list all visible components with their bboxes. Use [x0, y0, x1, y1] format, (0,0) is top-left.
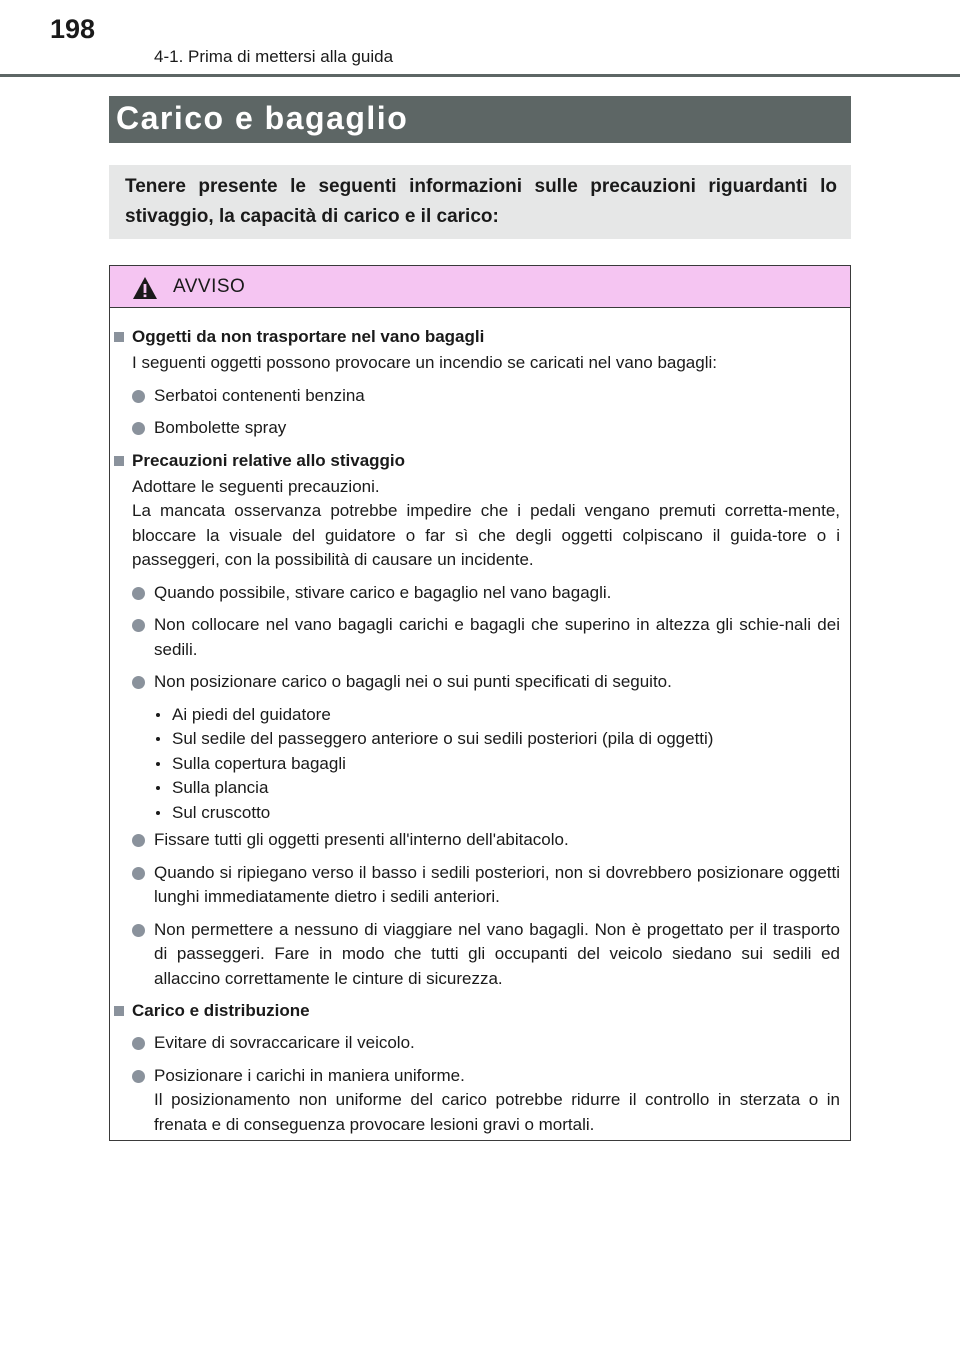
page-number: 198	[50, 14, 96, 44]
list-item: Evitare di sovraccaricare il veicolo.	[110, 1031, 850, 1056]
page-title: Carico e bagaglio	[116, 100, 409, 136]
intro-box	[109, 165, 851, 239]
sub-list-item: Sul sedile del passeggero anteriore o sui sedili posteriori (pila di oggetti)	[110, 727, 850, 752]
list-item: Non collocare nel vano bagagli carichi e bagagli che superino in altezza gli schie-nali dei sedili.	[110, 613, 850, 662]
circle-bullet-icon	[132, 1070, 145, 1083]
list-item: Non posizionare carico o bagagli nei o sui punti specificati di seguito.	[110, 670, 850, 695]
warning-label: AVVISO	[173, 276, 246, 297]
warning-triangle-icon	[132, 276, 158, 300]
dot-icon	[156, 786, 160, 790]
dot-icon	[156, 713, 160, 717]
section-heading: Carico e distribuzione	[110, 999, 850, 1023]
list-item: Serbatoi contenenti benzina	[110, 384, 850, 409]
circle-bullet-icon	[132, 867, 145, 880]
list-item: Non permettere a nessuno di viaggiare nel vano bagagli. Non è progettato per il trasporto di passeggeri. Fare in modo che tutti gli occupanti del veicolo siedano sui sedili ed allaccino correttamente le cinture di sicurezza.	[110, 918, 850, 992]
circle-bullet-icon	[132, 390, 145, 403]
square-bullet-icon	[114, 1006, 124, 1016]
circle-bullet-icon	[132, 619, 145, 632]
sub-list-item: Sul cruscotto	[110, 801, 850, 826]
circle-bullet-icon	[132, 834, 145, 847]
dot-icon	[156, 811, 160, 815]
list-item: Quando si ripiegano verso il basso i sedili posteriori, non si dovrebbero posizionare oggetti lunghi immediatamente dietro i sedili anteriori.	[110, 861, 850, 910]
section-label: 4-1. Prima di mettersi alla guida	[154, 47, 394, 66]
warning-box	[109, 265, 851, 1141]
intro-text: Tenere presente le seguenti informazioni sulle precauzioni riguardanti lo stivaggio, la capacità di carico e il carico:	[125, 176, 837, 227]
sub-list-item: Ai piedi del guidatore	[110, 703, 850, 728]
section-text: Adottare le seguenti precauzioni. La mancata osservanza potrebbe impedire che i pedali vengano premuti corretta-mente, bloccare la visuale del guidatore o far sì che degli oggetti colpiscano il guida-tore o i passeggeri, con la possibilità di causare un incidente.	[132, 476, 840, 569]
list-item: Fissare tutti gli oggetti presenti all'interno dell'abitacolo.	[110, 828, 850, 853]
dot-icon	[156, 762, 160, 766]
sub-list-item: Sulla plancia	[110, 776, 850, 801]
sub-list	[110, 703, 850, 826]
circle-bullet-icon	[132, 924, 145, 937]
list-item: Bombolette spray	[110, 416, 850, 441]
square-bullet-icon	[114, 332, 124, 342]
section-heading: Oggetti da non trasportare nel vano bagagli	[110, 325, 850, 349]
dot-icon	[156, 737, 160, 741]
title-bar	[109, 96, 851, 143]
section-heading: Precauzioni relative allo stivaggio	[110, 449, 850, 473]
circle-bullet-icon	[132, 587, 145, 600]
list-item: Posizionare i carichi in maniera uniforme. Il posizionamento non uniforme del carico potrebbe ridurre il controllo in sterzata o in frenata e di conseguenza provocare lesioni gravi o mortali.	[110, 1064, 850, 1138]
header-divider	[0, 74, 960, 77]
circle-bullet-icon	[132, 422, 145, 435]
square-bullet-icon	[114, 456, 124, 466]
page-header	[0, 0, 960, 78]
circle-bullet-icon	[132, 1037, 145, 1050]
circle-bullet-icon	[132, 676, 145, 689]
list-item: Quando possibile, stivare carico e bagaglio nel vano bagagli.	[110, 581, 850, 606]
warning-body	[110, 322, 850, 1137]
section-text: I seguenti oggetti possono provocare un incendio se caricati nel vano bagagli:	[132, 353, 717, 372]
warning-header	[110, 266, 850, 308]
sub-list-item: Sulla copertura bagagli	[110, 752, 850, 777]
